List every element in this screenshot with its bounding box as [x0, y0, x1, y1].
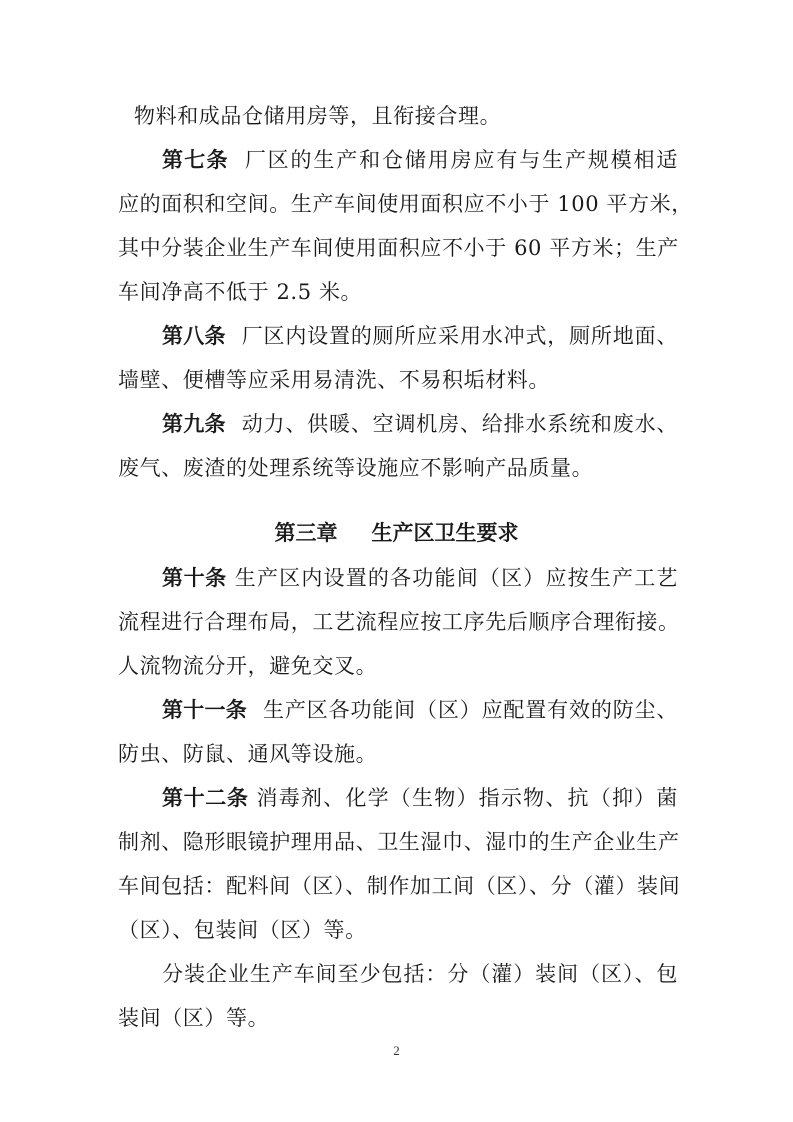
article-7-line-4: 车间净高不低于 2.5 米。: [118, 280, 363, 304]
article-12-line-1: [162, 786, 678, 810]
article-8-number: 第八条: [162, 324, 226, 348]
article-12-line-4: （区）、包装间（区）等。: [118, 918, 367, 942]
article-7-number: 第七条: [162, 148, 229, 172]
chapter-title: 生产区卫生要求: [371, 521, 519, 545]
article-12-line-3: 车间包括：配料间（区）、制作加工间（区）、分（灌）装间: [118, 874, 681, 898]
paragraph-continuation-line: 物料和成品仓储用房等，且衔接合理。: [134, 104, 502, 128]
article-9-number: 第九条: [162, 412, 226, 436]
article-12-text-1: 消毒剂、化学（生物）指示物、抗（抑）菌: [256, 786, 679, 810]
article-7-text-1: 厂区的生产和仓储用房应有与生产规模相适: [244, 148, 679, 172]
page-number: 2: [393, 1043, 400, 1058]
article-9-text-1: 动力、供暖、空调机房、给排水系统和废水、: [241, 412, 679, 436]
article-10-line-2: 流程进行合理布局，工艺流程应按工序先后顺序合理衔接。: [118, 610, 680, 634]
article-7-line-1: [162, 148, 678, 172]
paragraph-subpackaging-line-2: 装间（区）等。: [118, 1006, 270, 1030]
article-8-text-1: 厂区内设置的厕所应采用水冲式，厕所地面、: [241, 324, 679, 348]
article-10-line-1: [162, 566, 678, 590]
article-12-number: 第十二条: [162, 786, 249, 810]
article-11-line-1: [162, 698, 678, 722]
chapter-number: 第三章: [274, 521, 338, 545]
article-12-line-2: 制剂、隐形眼镜护理用品、卫生湿巾、湿巾的生产企业生产: [118, 830, 680, 854]
article-7-line-3: 其中分装企业生产车间使用面积应不小于 60 平方米；生产: [118, 236, 679, 260]
article-11-line-2: 防虫、防鼠、通风等设施。: [118, 742, 378, 766]
article-8-line-2: 墙壁、便槽等应采用易清洗、不易积垢材料。: [118, 368, 550, 392]
paragraph-subpackaging-line-1: 分装企业生产车间至少包括：分（灌）装间（区）、包: [162, 962, 678, 986]
article-9-line-2: 废气、废渣的处理系统等设施应不影响产品质量。: [118, 456, 594, 480]
article-10-line-3: 人流物流分开，避免交叉。: [118, 654, 378, 678]
chapter-heading: [0, 521, 793, 545]
article-10-text-1: 生产区内设置的各功能间（区）应按生产工艺: [234, 566, 679, 590]
article-7-line-2: 应的面积和空间。生产车间使用面积应不小于 100 平方米，: [118, 192, 693, 216]
article-11-text-1: 生产区各功能间（区）应配置有效的防尘、: [263, 698, 679, 722]
article-11-number: 第十一条: [162, 698, 248, 722]
article-8-line-1: [162, 324, 678, 348]
article-10-number: 第十条: [162, 566, 227, 590]
article-9-line-1: [162, 412, 678, 436]
